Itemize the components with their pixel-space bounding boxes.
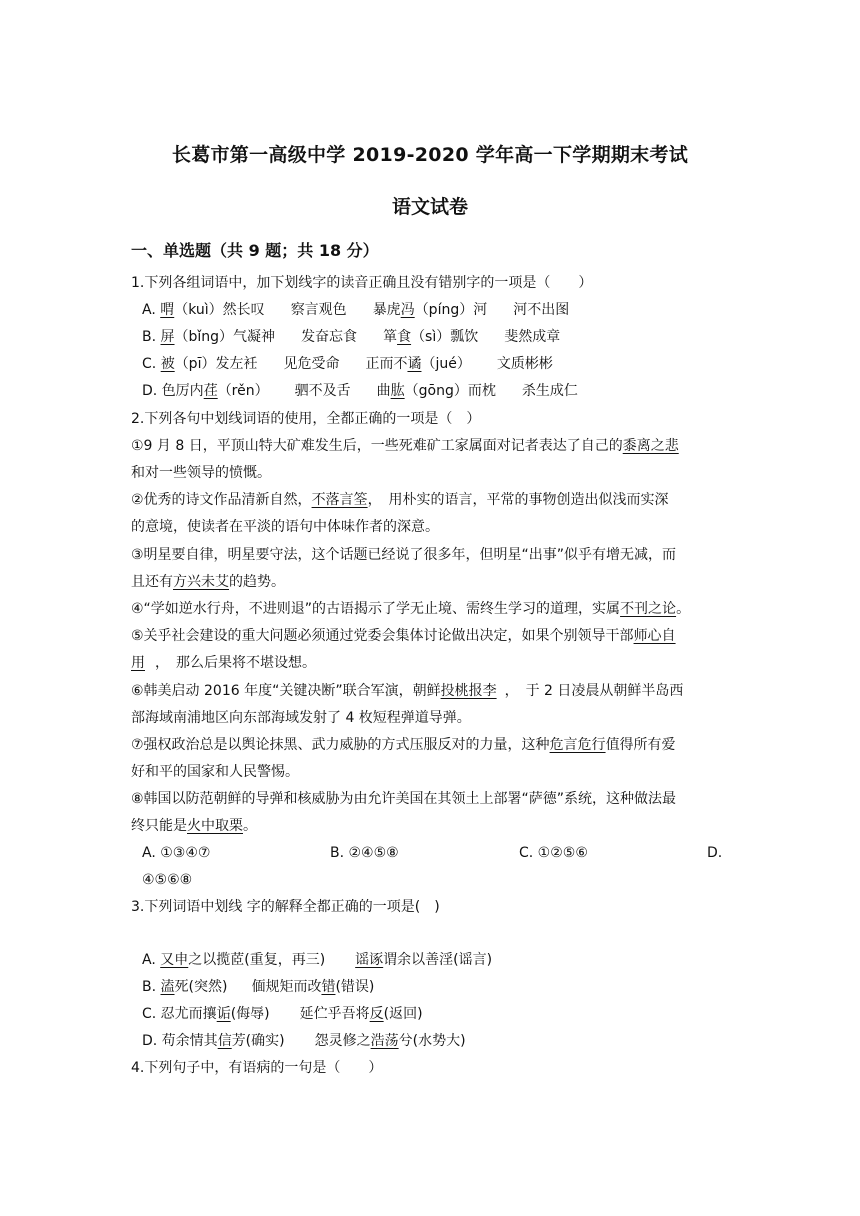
q1-option-c[interactable]: C. 被（pī）发左衽 见危受命 正而不谲（jué） 文质彬彬 [142,356,553,372]
question-4-stem: 4.下列句子中，有语病的一句是（ ） [131,1060,383,1076]
q2-sentence-6-cont: 部海域南浦地区向东部海域发射了 4 枚短程弹道导弹。 [131,710,471,726]
q1-option-b[interactable]: B. 屏（bǐng）气凝神 发奋忘食 箪食（sì）瓢饮 斐然成章 [142,329,561,345]
q2-sentence-5: ⑤关乎社会建设的重大问题必须通过党委会集体讨论做出决定，如果个别领导干部师心自 [131,628,676,644]
q1-option-d[interactable]: D. 色厉内荏（rěn） 驷不及舌 曲肱（gōng）而枕 杀生成仁 [142,383,578,399]
q3-option-c[interactable]: C. 忍尤而攘诟(侮辱) 延伫乎吾将反(返回) [142,1006,423,1022]
q2-sentence-2-cont: 的意境，使读者在平淡的语句中体味作者的深意。 [131,519,439,535]
q2-sentence-2: ②优秀的诗文作品清新自然，不落言筌， 用朴实的语言，平常的事物创造出似浅而实深 [131,492,669,508]
q2-sentence-7-cont: 好和平的国家和人民警惕。 [131,764,299,780]
q2-sentence-1-cont: 和对一些领导的愤慨。 [131,465,271,481]
exam-subtitle: 语文试卷 [391,196,468,218]
q2-sentence-4: ④“学如逆水行舟，不进则退”的古语揭示了学无止境、需终生学习的道理，实属不刊之论。 [131,601,691,617]
q2-sentence-6: ⑥韩美启动 2016 年度“关键决断”联合军演，朝鲜投桃报李 ， 于 2 日凌晨从朝鲜半岛西 [131,683,684,699]
exam-title: 长葛市第一高级中学 2019-2020 学年高一下学期期末考试 [171,144,689,166]
q2-option-b[interactable]: B. ②④⑤⑧ [330,845,399,861]
q2-sentence-3-cont: 且还有方兴未艾的趋势。 [131,574,285,590]
q2-sentence-8: ⑧韩国以防范朝鲜的导弹和核威胁为由允许美国在其领土上部署“萨德”系统，这种做法最 [131,791,677,807]
q2-sentence-5-cont: 用 ， 那么后果将不堪设想。 [131,655,316,671]
q2-option-c[interactable]: C. ①②⑤⑥ [519,845,588,861]
q2-sentence-1: ①9 月 8 日，平顶山特大矿难发生后，一些死难矿工家属面对记者表达了自己的黍离之悲 [131,438,679,454]
section-heading: 一、单选题（共 9 题；共 18 分） [131,241,379,260]
question-1-stem: 1.下列各组词语中，加下划线字的读音正确且没有错别字的一项是（ ） [131,275,593,291]
question-2-stem: 2.下列各句中划线词语的使用，全都正确的一项是（ ） [131,411,481,427]
q2-sentence-7: ⑦强权政治总是以舆论抹黑、武力威胁的方式压服反对的力量，这种危言危行值得所有爱 [131,737,676,753]
q2-sentence-3: ③明星要自律，明星要守法，这个话题已经说了很多年，但明星“出事”似乎有增无减，而 [131,547,677,563]
question-3-stem: 3.下列词语中划线 字的解释全都正确的一项是( ) [131,899,440,915]
q3-option-a[interactable]: A. 又申之以揽茝(重复，再三) 谣诼谓余以善淫(谣言) [142,952,493,968]
q2-option-d-cont: ④⑤⑥⑧ [142,872,193,888]
q3-option-d[interactable]: D. 苟余情其信芳(确实) 怨灵修之浩荡兮(水势大) [142,1033,466,1049]
q2-option-d[interactable]: D. [707,845,723,861]
q2-option-a[interactable]: A. ①③④⑦ [142,845,211,861]
q2-sentence-8-cont: 终只能是火中取栗。 [131,818,257,834]
q1-option-a[interactable]: A. 喟（kuì）然长叹 察言观色 暴虎冯（píng）河 河不出图 [142,302,570,318]
q3-option-b[interactable]: B. 溘死(突然) 偭规矩而改错(错误) [142,979,375,995]
